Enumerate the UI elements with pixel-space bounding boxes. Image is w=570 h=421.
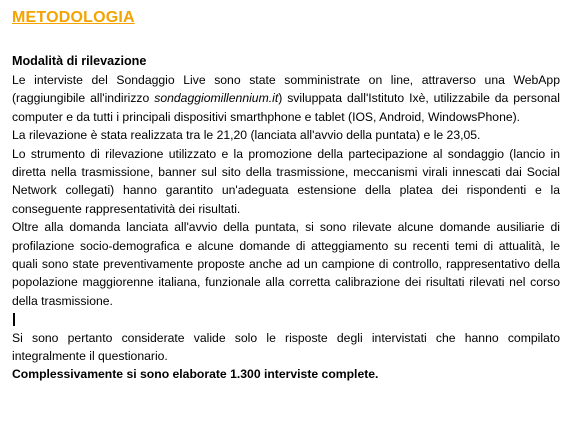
section-subtitle: Modalità di rilevazione xyxy=(12,54,147,68)
paragraph-webapp xyxy=(12,71,560,126)
page-title: METODOLOGIA xyxy=(12,9,135,26)
paragraph-tool: Lo strumento di rilevazione utilizzato e la promozione della partecipazione al sondaggio (lancio in diretta nella trasmissione, banner sul sito della trasmissione, meccanismi virali innescati dai Social Network collegati) hanno garantito un'adeguata estensione della platea dei rispondenti e la conseguente rappresentatività dei risultati. xyxy=(12,146,560,216)
paragraph-questions: Oltre alla domanda lanciata all'avvio della puntata, si sono rilevate alcune domande ausiliarie di profilazione socio-demografica e alcune domande di atteggiamento su recenti temi di attualità, le quali sono state preventivamente proposte anche ad un campione di controllo, rappresentativo della popolazione maggiorenne italiana, funzionale alla corretta calibrazione dei risultati rilevati nel corso della trasmissione. xyxy=(12,220,560,308)
paragraph-webapp-after: ) sviluppata dall'Istituto Ixè, utilizzabile da personal computer e da tutti i principali dispositivi smarthphone e tablet (IOS, Android, WindowsPhone). xyxy=(12,91,561,124)
document-body xyxy=(12,71,560,384)
paragraph-webapp-before: Le interviste del Sondaggio Live sono state somministrate on line, attraverso una WebApp (raggiungibile all'indirizzo xyxy=(12,73,560,106)
paragraph-timing: La rilevazione è stata realizzata tra le 21,20 (lanciata all'avvio della puntata) e le 23,05. xyxy=(12,128,481,143)
document-page xyxy=(12,8,561,382)
text-cursor-line[interactable] xyxy=(12,310,560,328)
site-address: sondaggiomillennium.it xyxy=(154,91,279,106)
text-cursor xyxy=(13,313,15,326)
paragraph-total: Complessivamente si sono elaborate 1.300 interviste complete. xyxy=(12,367,379,382)
paragraph-validity: Si sono pertanto considerate valide solo le risposte degli intervistati che hanno compilato integralmente il questionario. xyxy=(12,330,560,364)
